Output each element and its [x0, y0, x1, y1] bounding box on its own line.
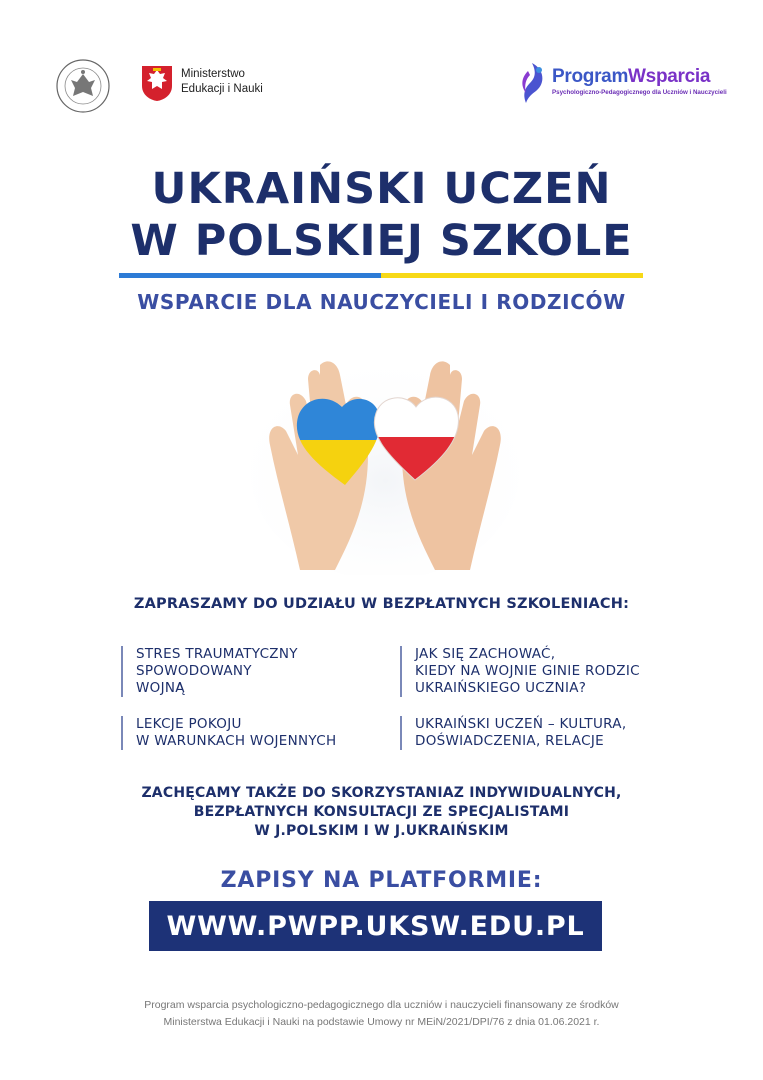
training-item-parent-loss: [400, 646, 685, 697]
encourage-line: W J.POLSKIM I W J.UKRAIŃSKIM: [254, 823, 509, 839]
training-line: UKRAIŃSKIEGO UCZNIA?: [415, 680, 587, 696]
hands-with-hearts-illustration: [250, 335, 520, 575]
ukraine-flag-divider: [119, 273, 643, 278]
program-wsparcia-icon: [518, 61, 548, 105]
training-line: DOŚWIADCZENIA, RELACJE: [415, 733, 604, 749]
consultation-encouragement: [0, 784, 763, 841]
program-wsparcia-subtitle: Psychologiczno-Pedagogicznego dla Uczniów i Nauczycieli: [552, 89, 727, 96]
funding-footer: [0, 997, 763, 1031]
university-seal-logo: [55, 58, 111, 114]
program-wsparcia-name: [552, 66, 710, 88]
training-item-peace-lessons: [121, 716, 376, 750]
page-title-line-2: W POLSKIEJ SZKOLE: [130, 216, 633, 266]
training-line: STRES TRAUMATYCZNY: [136, 646, 298, 662]
signup-url-link[interactable]: WWW.PWPP.UKSW.EDU.PL: [166, 911, 585, 942]
footer-line: Ministerstwa Edukacji i Nauki na podstawie Umowy nr MEiN/2021/DPI/76 z dnia 01.06.2021 r.: [163, 1016, 600, 1028]
training-line: JAK SIĘ ZACHOWAĆ,: [415, 646, 556, 662]
training-line: KIEDY NA WOJNIE GINIE RODZIC: [415, 663, 640, 679]
ministry-logo-text: [181, 67, 263, 97]
training-line: LEKCJE POKOJU: [136, 716, 242, 732]
training-line: WOJNĄ: [136, 680, 185, 696]
page-subtitle: WSPARCIE DLA NAUCZYCIELI I RODZICÓW: [137, 290, 626, 314]
training-line: SPOWODOWANY: [136, 663, 252, 679]
program-name-part-b: Wsparcia: [628, 66, 711, 87]
signup-label: ZAPISY NA PLATFORMIE:: [220, 868, 543, 893]
divider-blue-segment: [119, 273, 381, 278]
ministry-line-2: Edukacji i Nauki: [181, 83, 263, 95]
encourage-line: ZACHĘCAMY TAKŻE DO SKORZYSTANIAZ INDYWIDUALNYCH,: [141, 785, 622, 801]
page-title-line-1: UKRAIŃSKI UCZEŃ: [151, 164, 612, 214]
training-item-stress: [121, 646, 376, 697]
training-item-culture: [400, 716, 685, 750]
encourage-line: BEZPŁATNYCH KONSULTACJI ZE SPECJALISTAMI: [193, 804, 570, 820]
footer-line: Program wsparcia psychologiczno-pedagogicznego dla uczniów i nauczycieli finansowany ze środków: [144, 999, 619, 1011]
polish-eagle-icon: [140, 64, 174, 102]
training-line: W WARUNKACH WOJENNYCH: [136, 733, 337, 749]
divider-yellow-segment: [381, 273, 643, 278]
program-name-part-a: Program: [552, 66, 629, 87]
training-line: UKRAIŃSKI UCZEŃ – KULTURA,: [415, 716, 627, 732]
training-invitation-heading: ZAPRASZAMY DO UDZIAŁU W BEZPŁATNYCH SZKOLENIACH:: [133, 596, 630, 612]
ministry-line-1: Ministerstwo: [181, 68, 245, 80]
